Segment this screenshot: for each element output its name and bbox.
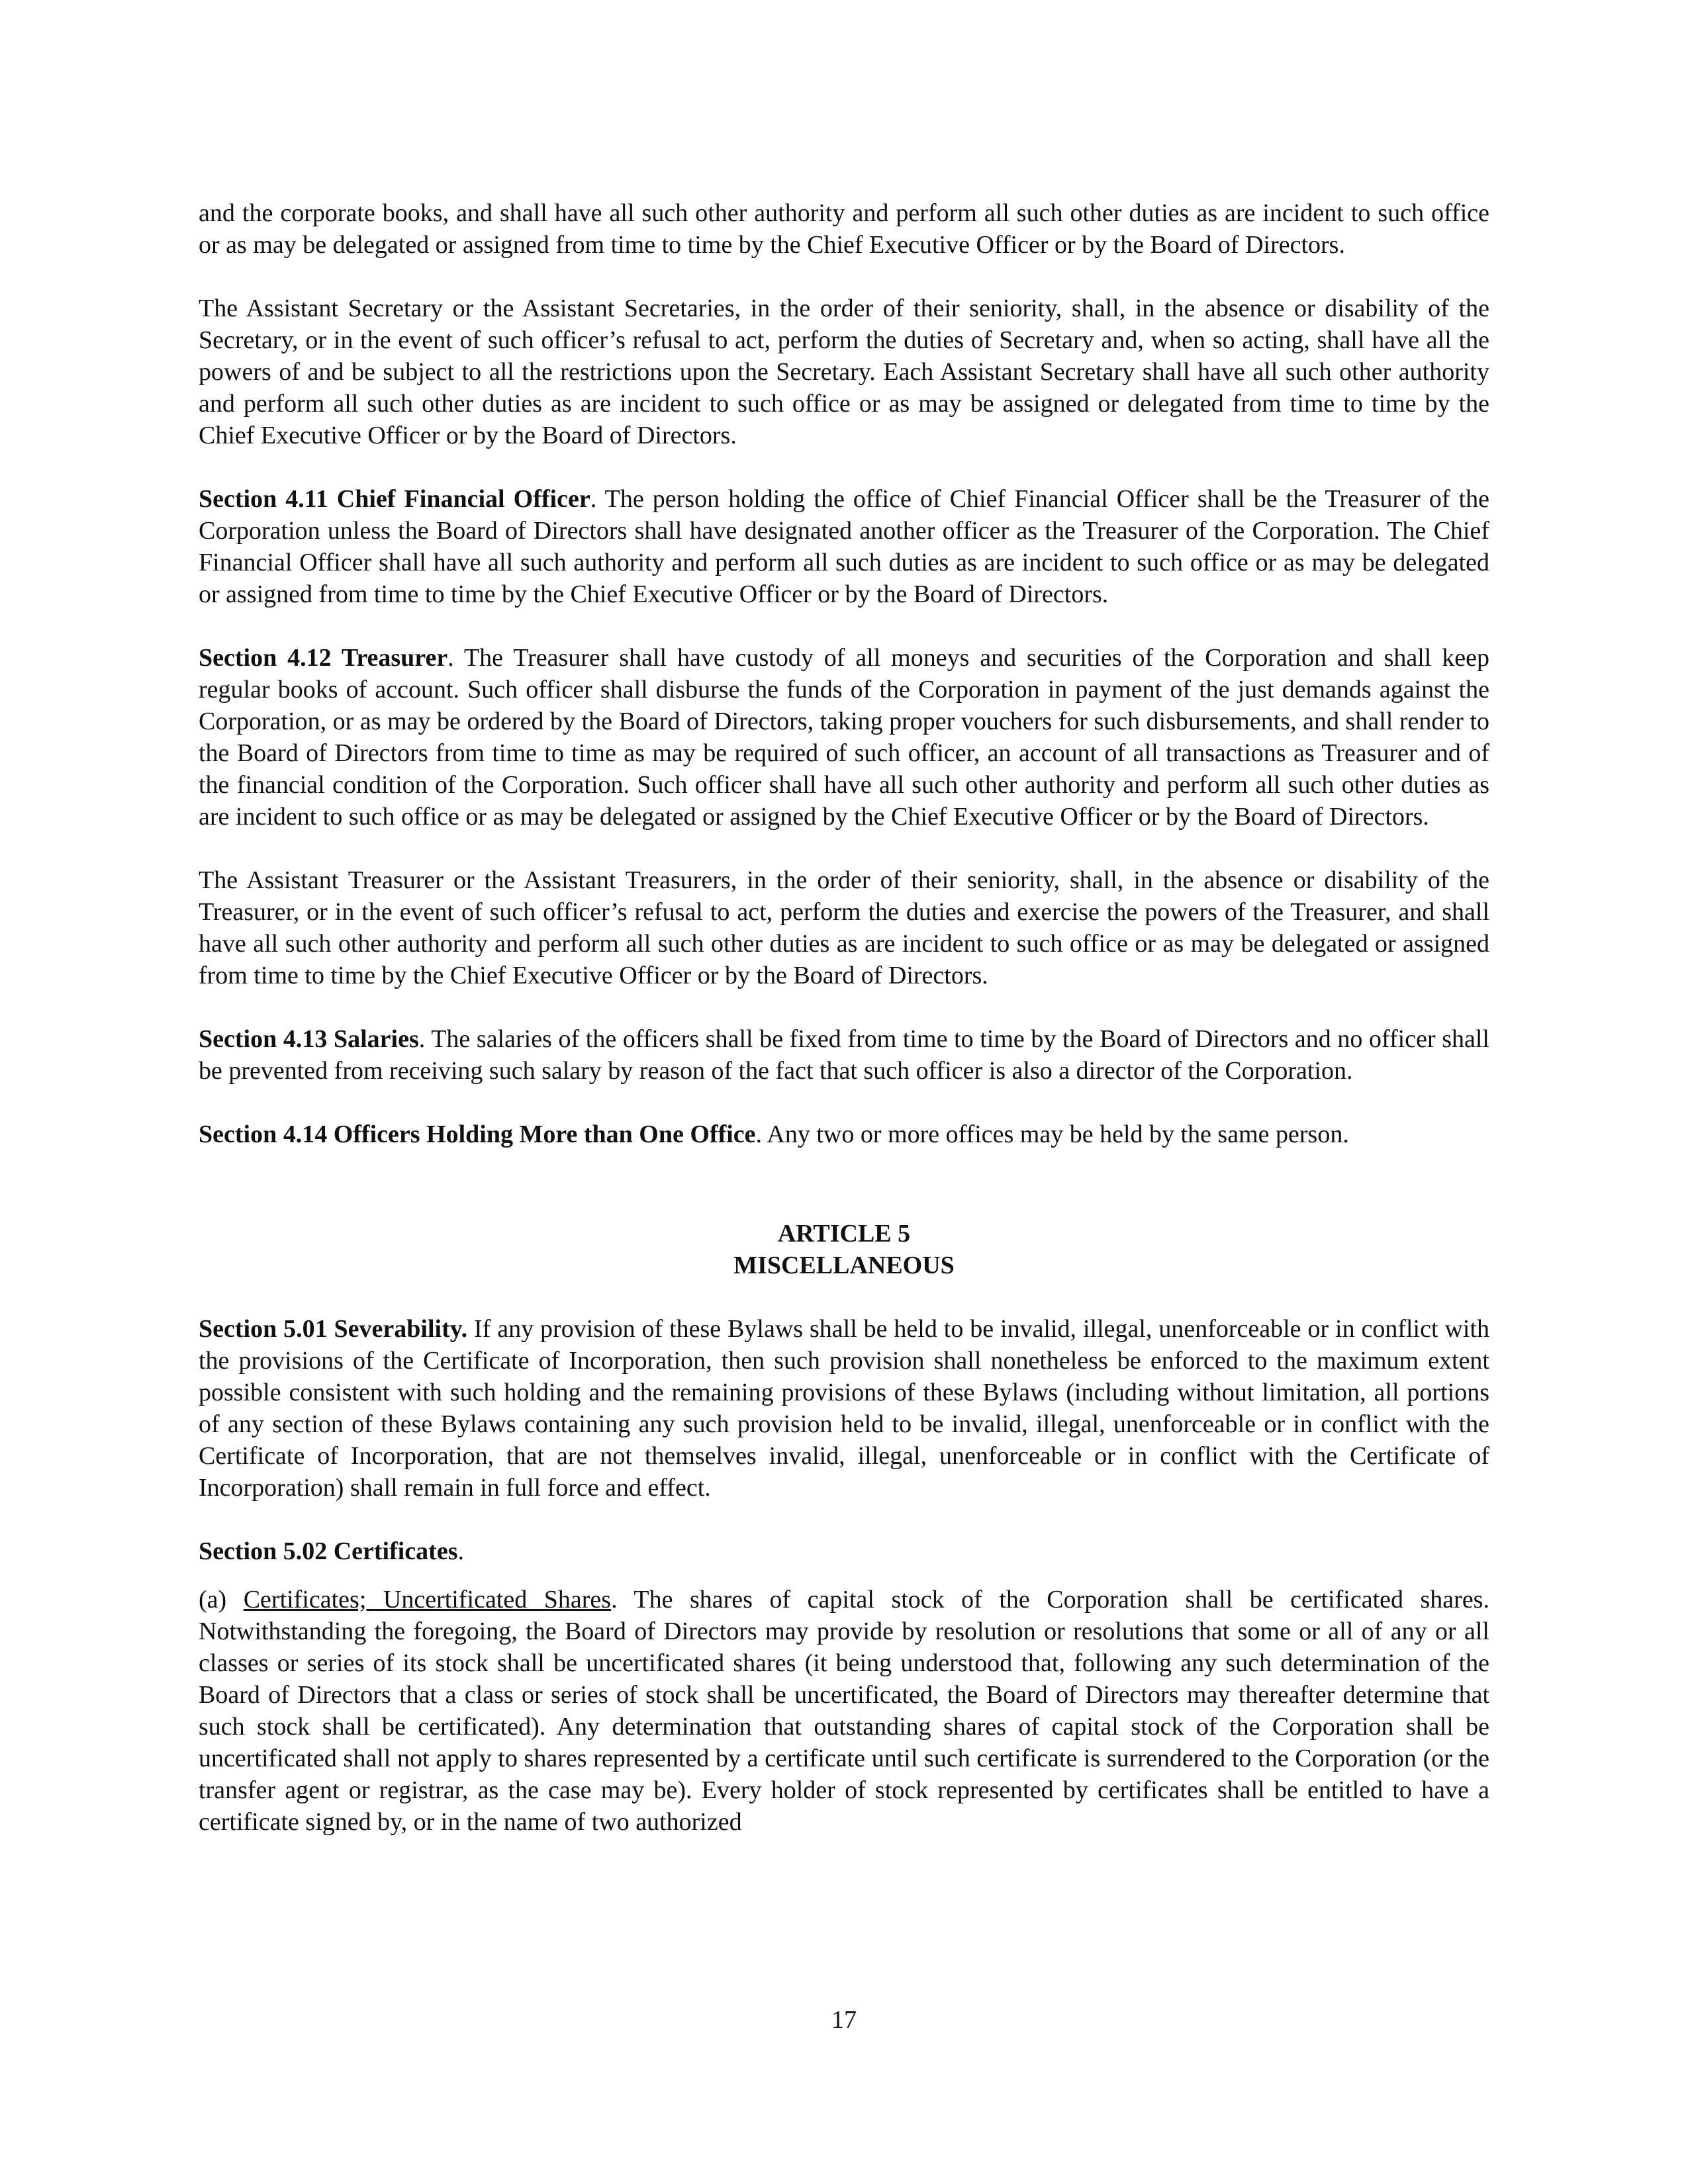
section-heading: Section 5.01 Severability. bbox=[199, 1315, 468, 1343]
section-text: . The salaries of the officers shall be fixed from time to time by the Board of Directors and no officer shall be prevented from receiving such salary by reason of the fact that such officer is also a director of the Corporation. bbox=[199, 1025, 1489, 1085]
document-page bbox=[199, 197, 1489, 1870]
section-text: . Any two or more offices may be held by the same person. bbox=[755, 1120, 1349, 1148]
section-5-01-severability bbox=[199, 1313, 1489, 1504]
subsection-prefix: (a) bbox=[199, 1586, 244, 1614]
section-4-14-officers-holding-more-than-one-office bbox=[199, 1118, 1489, 1150]
section-4-12-treasurer bbox=[199, 642, 1489, 833]
subsection-text: . The shares of capital stock of the Corporation shall be certificated shares. Notwithstanding the foregoing, the Board of Directors may provide by resolution or resolutions that some or all of any or all classes or series of its stock shall be uncertificated shares (it being understood that, following any such determination of the Board of Directors that a class or series of stock shall be uncertificated, the Board of Directors may thereafter determine that such stock shall be certificated). Any determination that outstanding shares of capital stock of the Corporation shall be uncertificated shall not apply to shares represented by a certificate until such certificate is surrendered to the Corporation (or the transfer agent or registrar, as the case may be). Every holder of stock represented by certificates shall be entitled to have a certificate signed by, or in the name of two authorized bbox=[199, 1586, 1489, 1836]
article-heading bbox=[199, 1218, 1489, 1281]
article-title: MISCELLANEOUS bbox=[733, 1251, 955, 1279]
section-4-13-salaries bbox=[199, 1023, 1489, 1087]
section-text: . The person holding the office of Chief Financial Officer shall be the Treasurer of the Corporation unless the Board of Directors shall have designated another officer as the Treasurer of the Corporation. The Chief Financial Officer shall have all such authority and perform all such duties as are incident to such office or as may be delegated or assigned from time to time by the Chief Executive Officer or by the Board of Directors. bbox=[199, 485, 1489, 608]
section-5-02-certificates bbox=[199, 1535, 1489, 1567]
section-text: If any provision of these Bylaws shall be held to be invalid, illegal, unenforceable or in conflict with the provisions of the Certificate of Incorporation, then such provision shall nonetheless be enforced to the maximum extent possible consistent with such holding and the remaining provisions of these Bylaws (including without limitation, all portions of any section of these Bylaws containing any such provision held to be invalid, illegal, unenforceable or in conflict with the Certificate of Incorporation, that are not themselves invalid, illegal, unenforceable or in conflict with the Certificate of Incorporation) shall remain in full force and effect. bbox=[199, 1315, 1489, 1502]
article-number: ARTICLE 5 bbox=[777, 1220, 911, 1248]
paragraph-text: The Assistant Treasurer or the Assistant Treasurers, in the order of their seniority, shall, in the absence or disability of the Treasurer, or in the event of such officer’s refusal to act, perform the duties and exercise the powers of the Treasurer, and shall have all such other authority and perform all such other duties as are incident to such office or as may be delegated or assigned from time to time by the Chief Executive Officer or by the Board of Directors. bbox=[199, 866, 1489, 989]
page-number: 17 bbox=[831, 2006, 857, 2034]
section-heading: Section 5.02 Certificates bbox=[199, 1537, 458, 1565]
paragraph-assistant-treasurer bbox=[199, 864, 1489, 991]
paragraph-text: The Assistant Secretary or the Assistant Secretaries, in the order of their seniority, shall, in the absence or disability of the Secretary, or in the event of such officer’s refusal to act, perform the duties of Secretary and, when so acting, shall have all the powers of and be subject to all the restrictions upon the Secretary. Each Assistant Secretary shall have all such other authority and perform all such other duties as are incident to such office or as may be assigned or delegated from time to time by the Chief Executive Officer or by the Board of Directors. bbox=[199, 295, 1489, 449]
paragraph-assistant-secretary bbox=[199, 293, 1489, 451]
section-text: . bbox=[457, 1537, 464, 1565]
section-heading: Section 4.11 Chief Financial Officer bbox=[199, 485, 590, 513]
section-4-11-chief-financial-officer bbox=[199, 483, 1489, 610]
section-heading: Section 4.12 Treasurer bbox=[199, 644, 448, 672]
section-heading: Section 4.14 Officers Holding More than One Office bbox=[199, 1120, 756, 1148]
paragraph-secretary-continued bbox=[199, 197, 1489, 261]
paragraph-text: and the corporate books, and shall have all such other authority and perform all such other duties as are incident to such office or as may be delegated or assigned from time to time by the Chief Executive Officer or by the Board of Directors. bbox=[199, 199, 1489, 259]
subsection-heading: Certificates; Uncertificated Shares bbox=[243, 1586, 612, 1614]
section-5-02-a-certificates-uncertificated-shares bbox=[199, 1584, 1489, 1838]
section-heading: Section 4.13 Salaries bbox=[199, 1025, 419, 1053]
section-text: . The Treasurer shall have custody of all moneys and securities of the Corporation and shall keep regular books of account. Such officer shall disburse the funds of the Corporation in payment of the just demands against the Corporation, or as may be ordered by the Board of Directors, taking proper vouchers for such disbursements, and shall render to the Board of Directors from time to time as may be required of such officer, an account of all transactions as Treasurer and of the financial condition of the Corporation. Such officer shall have all such other authority and perform all such other duties as are incident to such office or as may be delegated or assigned by the Chief Executive Officer or by the Board of Directors. bbox=[199, 644, 1489, 831]
